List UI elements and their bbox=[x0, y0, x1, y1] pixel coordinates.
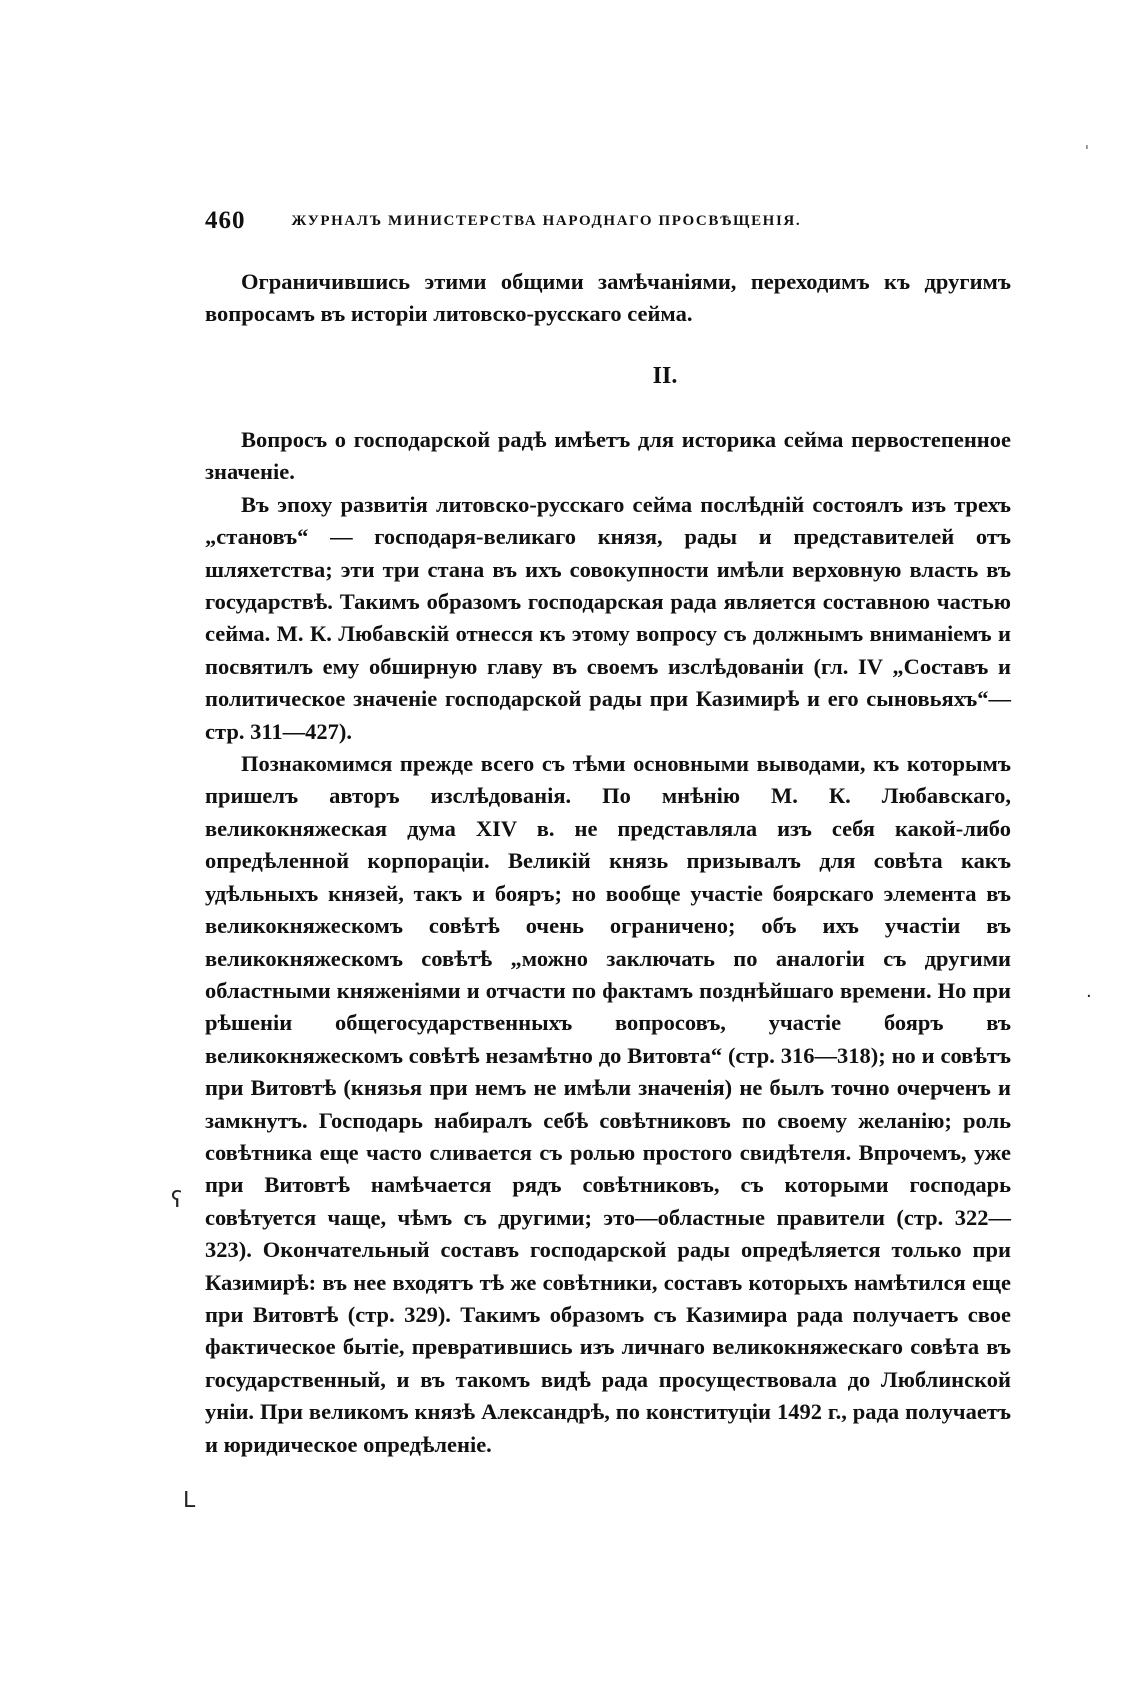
page-number: 460 bbox=[205, 207, 246, 234]
intro-block bbox=[205, 266, 1011, 331]
page-header bbox=[205, 207, 1005, 243]
section-heading: II. bbox=[652, 363, 678, 389]
scan-speck-mark: ˌ bbox=[1085, 135, 1089, 151]
paragraph-2: Въ эпоху развитія литовско-русскаго сейма послѣдній состоялъ изъ трехъ „становъ“ — господаря-великаго князя, рады и представителей отъ шляхетства; эти три стана въ ихъ совокупности имѣли верховную власть въ государствѣ. Такимъ образомъ господарская рада является составною частью сейма. М. К. Любавскій отнесся къ этому вопросу съ должнымъ вниманіемъ и посвятилъ ему обширную главу въ своемъ изслѣдованіи (гл. IV „Составъ и политическое значеніе господарской рады при Казимирѣ и его сыновьяхъ“—стр. 311—427). bbox=[205, 491, 1011, 744]
paragraph-1: Вопросъ о господарской радѣ имѣетъ для историка сейма первостепенное значеніе. bbox=[205, 427, 1011, 485]
intro-paragraph: Ограничившись этими общими замѣчаніями, переходимъ къ другимъ вопросамъ въ исторіи литовско-русскаго сейма. bbox=[205, 269, 1011, 327]
paragraph-3: Познакомимся прежде всего съ тѣми основными выводами, къ которымъ пришелъ авторъ изслѣдованія. По мнѣнію М. К. Любавскаго, великокняжеская дума XIV в. не представляла изъ себя какой-либо опредѣленной корпораціи. Великій князь призывалъ для совѣта какъ удѣльныхъ князей, такъ и бояръ; но вообще участіе боярскаго элемента въ великокняжескомъ совѣтѣ очень ограничено; объ ихъ участіи въ великокняжескомъ совѣтѣ „можно заключать по аналогіи съ другими областными княженіями и отчасти по фактамъ позднѣйшаго времени. Но при рѣшеніи общегосударственныхъ вопросовъ, участіе бояръ въ великокняжескомъ совѣтѣ незамѣтно до Витовта“ (стр. 316—318); но и совѣтъ при Витовтѣ (князья при немъ не имѣли значенія) не былъ точно очерченъ и замкнутъ. Господарь набиралъ себѣ совѣтниковъ по своему желанію; роль совѣтника еще часто сливается съ ролью простого свидѣтеля. Впрочемъ, уже при Витовтѣ намѣчается рядъ совѣтниковъ, съ которыми господарь совѣтуется чаще, чѣмъ съ другими; это—областные правители (стр. 322—323). Окончательный составъ господарской рады опредѣляется только при Казимирѣ: въ нее входятъ тѣ же совѣтники, составъ которыхъ намѣтился еще при Витовтѣ (стр. 329). Такимъ образомъ съ Казимира рада получаетъ свое фактическое бытіе, превратившись изъ личнаго великокняжескаго совѣта въ государственный, и въ такомъ видѣ рада просуществовала до Люблинской уніи. При великомъ князѣ Александрѣ, по конституціи 1492 г., рада получаетъ и юридическое опредѣленіе. bbox=[205, 751, 1011, 1457]
scan-dot-mark: · bbox=[1086, 986, 1092, 1007]
margin-bracket-mark: ᒪ bbox=[183, 1488, 196, 1513]
running-title: ЖУРНАЛЪ МИНИСТЕРСТВА НАРОДНАГО ПРОСВѢЩЕНІЯ. bbox=[291, 212, 802, 229]
margin-pencil-mark: ʕ bbox=[171, 1188, 183, 1213]
body-text bbox=[205, 424, 1011, 1461]
